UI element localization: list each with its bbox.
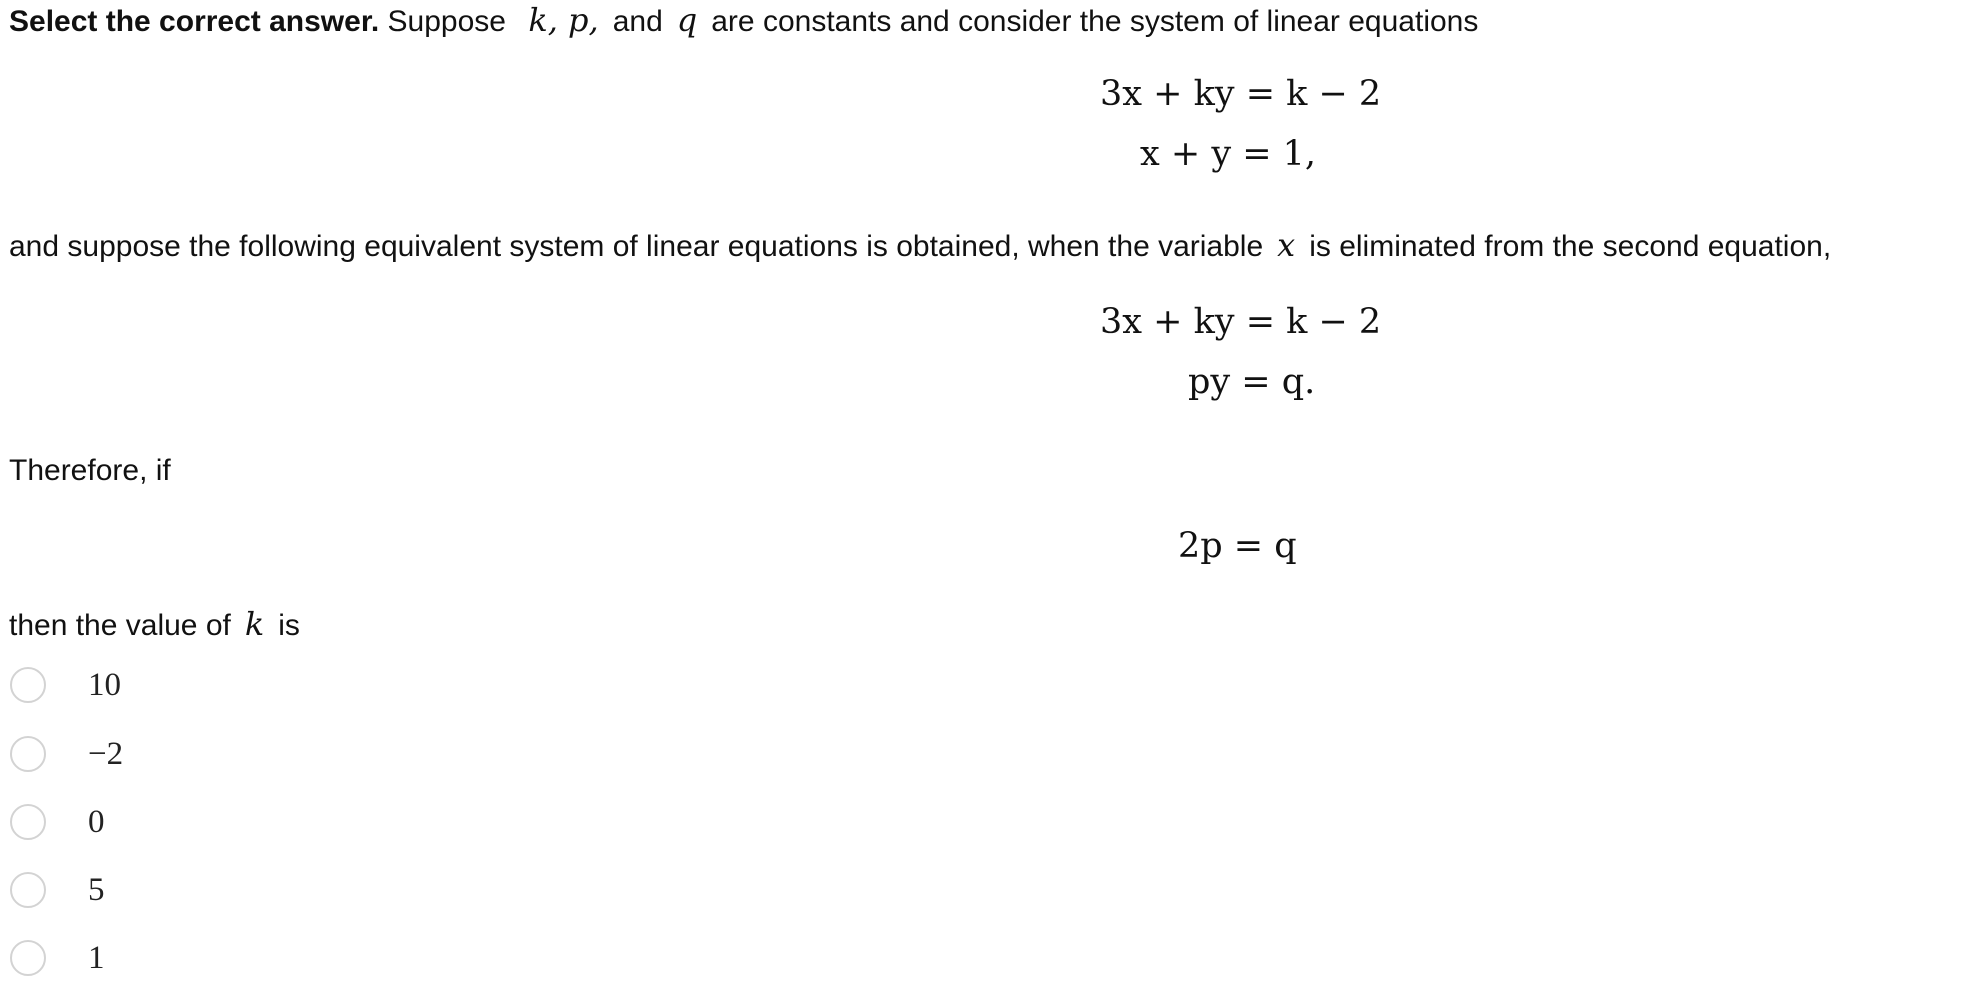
radio-button[interactable] bbox=[10, 667, 46, 703]
system2-eq1: 3x + ky = k − 2 bbox=[1100, 302, 1382, 342]
choice-label: 0 bbox=[88, 803, 105, 840]
choice-label: 1 bbox=[88, 939, 105, 976]
system1-eq1: 3x + ky = k − 2 bbox=[1100, 74, 1382, 114]
middle-text-2: is eliminated from the second equation, bbox=[1309, 230, 1832, 263]
prompt-line bbox=[9, 0, 1478, 42]
prompt-text-2: are constants and consider the system of linear equations bbox=[711, 5, 1479, 38]
radio-button[interactable] bbox=[10, 940, 46, 976]
system1-eq2: x + y = 1, bbox=[1140, 134, 1317, 174]
middle-var-x: x bbox=[1277, 226, 1296, 264]
question-text-2: is bbox=[278, 609, 300, 642]
radio-button[interactable] bbox=[10, 872, 46, 908]
prompt-vars-kp: k, p, bbox=[528, 1, 599, 39]
prompt-var-q: q bbox=[676, 1, 698, 39]
answer-choice-4[interactable] bbox=[10, 868, 410, 912]
answer-choice-1[interactable] bbox=[10, 663, 410, 707]
therefore-line: Therefore, if bbox=[9, 454, 171, 487]
condition-equation: 2p = q bbox=[1178, 526, 1297, 566]
middle-line bbox=[9, 225, 1831, 267]
prompt-lead: Select the correct answer. bbox=[9, 5, 380, 38]
answer-choice-3[interactable] bbox=[10, 800, 410, 844]
middle-text-1: and suppose the following equivalent system of linear equations is obtained, when the variable bbox=[9, 230, 1264, 263]
question-var-k: k bbox=[244, 605, 265, 643]
choice-label: −2 bbox=[88, 735, 124, 772]
radio-button[interactable] bbox=[10, 804, 46, 840]
prompt-and: and bbox=[612, 5, 663, 38]
choice-label: 5 bbox=[88, 871, 105, 908]
question-line bbox=[9, 604, 300, 646]
prompt-text-1: Suppose bbox=[379, 5, 506, 38]
question-text-1: then the value of bbox=[9, 609, 231, 642]
radio-button[interactable] bbox=[10, 736, 46, 772]
system2-eq2: py = q. bbox=[1188, 362, 1316, 402]
answer-choice-2[interactable] bbox=[10, 732, 410, 776]
answer-choice-5[interactable] bbox=[10, 936, 410, 980]
choice-label: 10 bbox=[88, 666, 121, 703]
